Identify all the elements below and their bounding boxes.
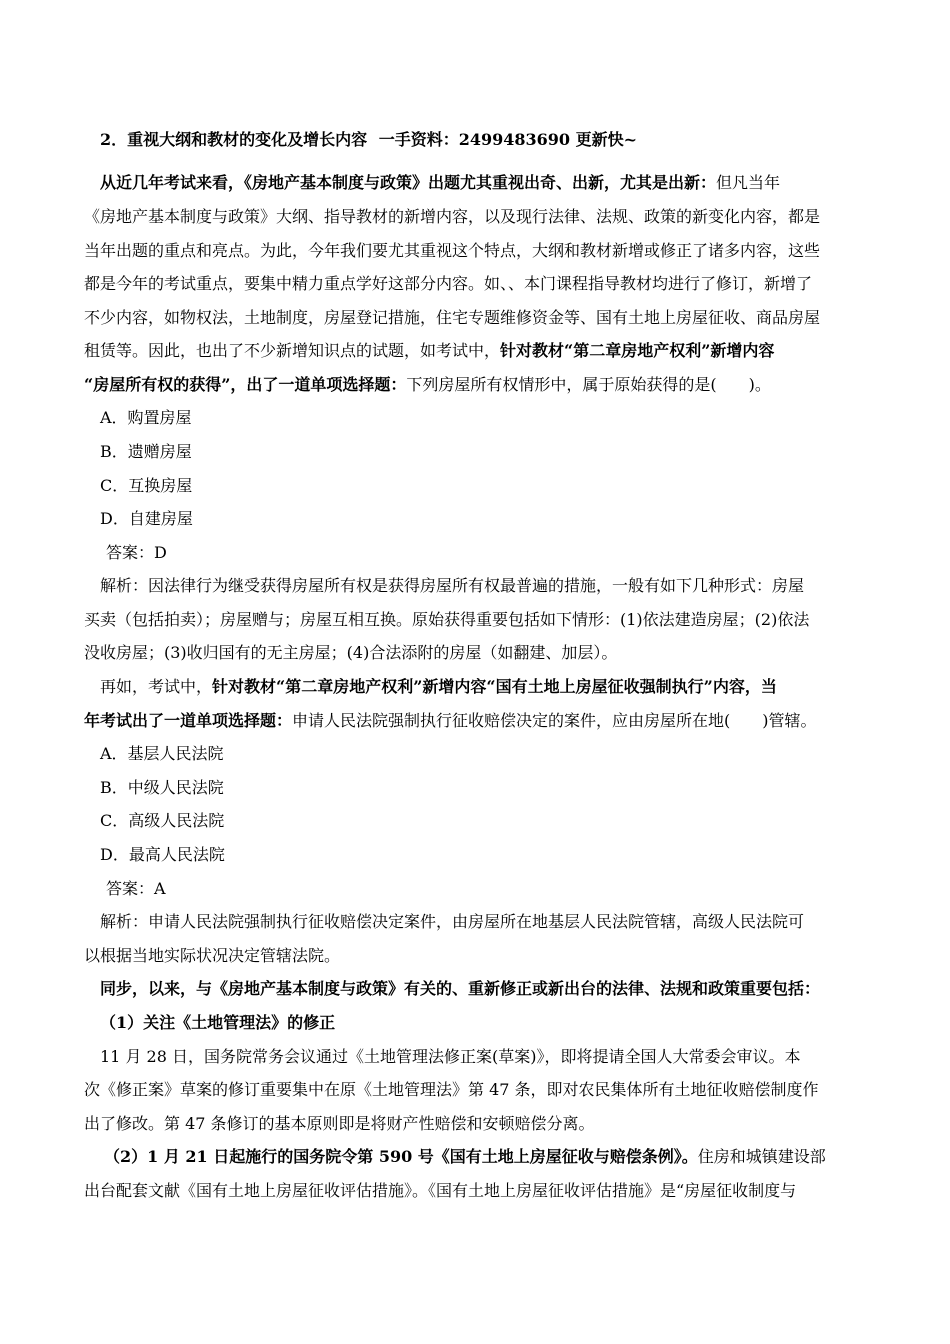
sub1-line3: 出了修改。第 47 条修订的基本原则即是将财产性赔偿和安顿赔偿分离。 <box>84 1114 595 1133</box>
para1-line3: 当年出题的重点和亮点。为此，今年我们要尤其重视这个特点，大纲和教材新增或修正了诸多内容，这些 <box>84 241 821 260</box>
subsection-2-title: （2）1 月 21 日起施行的国务院令第 590 号《国有土地上房屋征收与赔偿条例》。 <box>104 1147 698 1166</box>
para1-bold-intro: 从近几年考试来看，《房地产基本制度与政策》出题尤其重视出奇、出新，尤其是出新： <box>100 173 717 192</box>
sub1-line1: 11 月 28 日，国务院常务会议通过《土地管理法修正案(草案)》，即将提请全国人大常委会审议。本 <box>100 1047 801 1066</box>
question1-text: 下列房屋所有权情形中，属于原始获得的是( )。 <box>406 375 771 394</box>
para1-line7 <box>84 374 771 396</box>
q2-option-b: B．中级人民法院 <box>100 778 224 797</box>
para1-line1 <box>100 172 780 194</box>
q1-option-c: C．互换房屋 <box>100 476 193 495</box>
para1-line6-bold: 针对教材“第二章房地产权利”新增内容 <box>500 341 775 360</box>
q1-option-d: D．自建房屋 <box>100 509 193 528</box>
para2-intro-plain: 再如，考试中， <box>100 677 213 696</box>
q1-option-b: B．遗赠房屋 <box>100 442 192 461</box>
q1-analysis-line3: 没收房屋；(3)收归国有的无主房屋；(4)合法添附的房屋（如翻建、加层）。 <box>84 643 618 662</box>
subsection-2-line1 <box>104 1146 826 1168</box>
q2-answer: 答案：A <box>106 879 166 898</box>
q2-analysis-line1: 解析：申请人民法院强制执行征收赔偿决定案件，由房屋所在地基层人民法院管辖，高级人民法院可 <box>100 912 805 931</box>
section-heading <box>100 129 637 151</box>
q1-analysis-line1: 解析：因法律行为继受获得房屋所有权是获得房屋所有权最普遍的措施，一般有如下几种形式：房屋 <box>100 576 805 595</box>
heading-contact: 一手资料：2499483690 更新快~ <box>378 130 638 149</box>
question2-text: 申请人民法院强制执行征收赔偿决定的案件，应由房屋所在地( )管辖。 <box>292 711 817 730</box>
para2-line2 <box>84 710 817 732</box>
q2-option-d: D．最高人民法院 <box>100 845 225 864</box>
para1-tail: 但凡当年 <box>716 173 781 192</box>
sub2-line2: 出台配套文献《国有土地上房屋征收评估措施》。《国有土地上房屋征收评估措施》是“房屋征收制度与 <box>84 1181 797 1200</box>
q2-option-c: C．高级人民法院 <box>100 811 225 830</box>
para1-line6 <box>84 340 774 362</box>
para1-line2: 《房地产基本制度与政策》大纲、指导教材的新增内容，以及现行法律、法规、政策的新变化内容，都是 <box>84 207 821 226</box>
q1-analysis-line2: 买卖（包括拍卖）；房屋赠与；房屋互相互换。原始获得重要包括如下情形：(1)依法建造房屋；(2)依法 <box>84 610 810 629</box>
subsection-1-title: （1）关注《土地管理法》的修正 <box>100 1013 336 1032</box>
para3-line1: 同步，以来，与《房地产基本制度与政策》有关的、重新修正或新出台的法律、法规和政策重要包括： <box>100 979 821 998</box>
q1-option-a: A．购置房屋 <box>100 408 192 427</box>
para1-line5: 不少内容，如物权法，土地制度，房屋登记措施，住宅专题维修资金等、国有土地上房屋征收、商品房屋 <box>84 308 821 327</box>
q2-option-a: A．基层人民法院 <box>100 744 224 763</box>
sub2-tail: 住房和城镇建设部 <box>697 1147 826 1166</box>
para1-line7-bold: “房屋所有权的获得”，出了一道单项选择题： <box>84 375 407 394</box>
sub1-line2: 次《修正案》草案的修订重要集中在原《土地管理法》第 47 条，即对农民集体所有土地征收赔偿制度作 <box>84 1080 819 1099</box>
para2-line1 <box>100 676 777 698</box>
q2-analysis-line2: 以根据当地实际状况决定管辖法院。 <box>84 946 341 965</box>
para2-line2-bold: 年考试出了一道单项选择题： <box>84 711 293 730</box>
q1-answer: 答案：D <box>106 543 167 562</box>
para2-intro-bold: 针对教材“第二章房地产权利”新增内容“国有土地上房屋征收强制执行”内容，当 <box>212 677 777 696</box>
para1-line6-plain: 租赁等。因此，也出了不少新增知识点的试题，如考试中， <box>84 341 501 360</box>
heading-lead: 2．重视大纲和教材的变化及增长内容 <box>100 130 368 149</box>
para1-line4: 都是今年的考试重点，要集中精力重点学好这部分内容。如、、本门课程指导教材均进行了修订，新增了 <box>84 274 813 293</box>
